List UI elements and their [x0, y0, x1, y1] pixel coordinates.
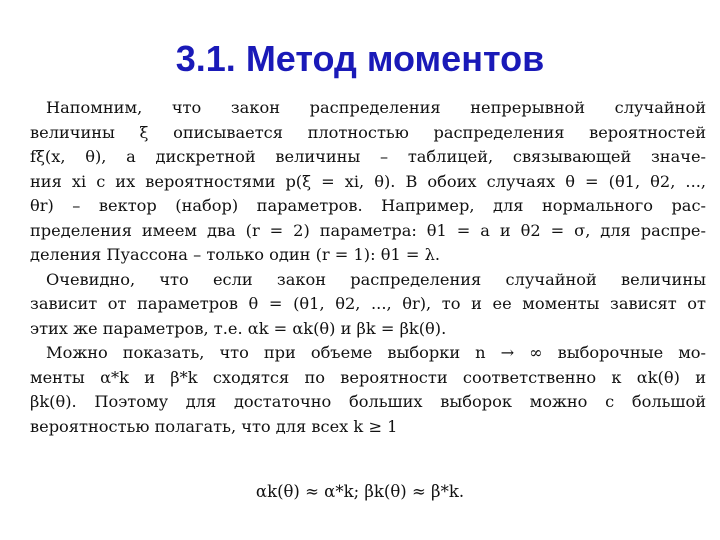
text-line: деления Пуассона – только один (r = 1): θ1 = λ. [30, 245, 441, 264]
text-line: величины ξ описывается плотностью распределения вероятностей [30, 122, 706, 142]
scanned-text-block [30, 96, 706, 508]
slide-title: 3.1. Метод моментов [175, 38, 545, 79]
text-line: Очевидно, что если закон распределения случайной величины [46, 269, 706, 289]
text-line: θr) – вектор (набор) параметров. Например, для нормального рас- [30, 196, 706, 215]
formula: αk(θ) ≈ α*k; βk(θ) ≈ β*k. [255, 482, 465, 501]
text-line: βk(θ). Поэтому для достаточно больших выборок можно с большой [30, 392, 706, 411]
text-line: менты α*k и β*k сходятся по вероятности соответственно к αk(θ) и [30, 367, 706, 387]
text-line: зависит от параметров θ = (θ1, θ2, ..., θr), то и ее моменты зависят от [30, 294, 706, 313]
text-line: ния xi с их вероятностями p(ξ = xi, θ). В обоих случаях θ = (θ1, θ2, ..., [30, 171, 706, 191]
text-line: fξ(x, θ), а дискретной величины – таблицей, связывающей значе- [30, 147, 706, 166]
text-line: пределения имеем два (r = 2) параметра: θ1 = a и θ2 = σ, для распре- [30, 220, 706, 240]
text-line: Напомним, что закон распределения непрерывной случайной [46, 98, 706, 117]
text-line: Можно показать, что при объеме выборки n → ∞ выборочные мо- [46, 343, 706, 362]
text-line: вероятностью полагать, что для всех k ≥ 1 [30, 416, 398, 436]
text-line: этих же параметров, т.е. αk = αk(θ) и βk = βk(θ). [30, 318, 447, 338]
